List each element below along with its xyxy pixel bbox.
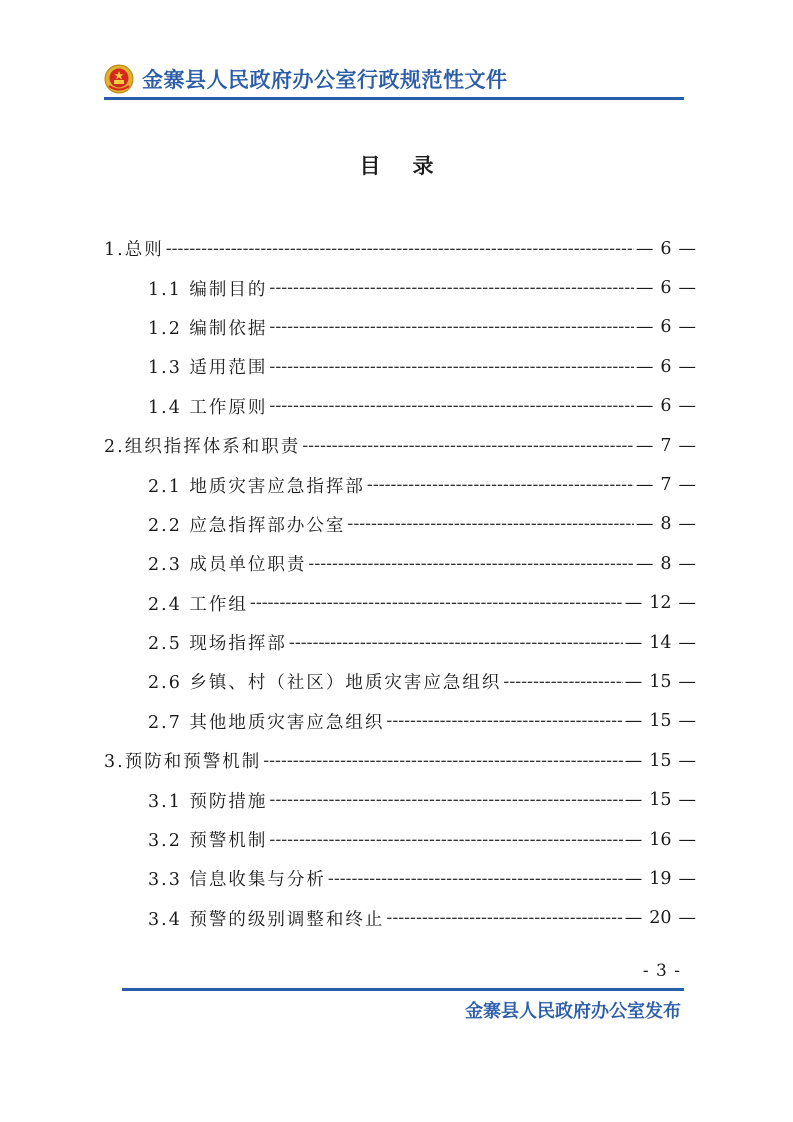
toc-entry-page: — 7 — [635,475,696,496]
toc-page-number: 6 [660,356,672,377]
toc-dot-leader [289,633,623,653]
toc-entry-page: — 6 — [635,238,696,259]
toc-dot-leader [250,593,623,613]
toc-page-number: 8 [660,514,672,535]
toc-page-number: 20 [649,908,672,929]
toc-entry-page: — 8 — [635,553,696,574]
toc-page-number: 6 [660,278,672,299]
toc-entry[interactable] [104,859,696,898]
toc-entry[interactable] [104,820,696,859]
toc-entry-title: 2.7 其他地质灾害应急组织 [148,712,385,733]
toc-page-number: 7 [660,475,672,496]
toc-page-number: 6 [660,317,672,338]
toc-entry-title: 3.3 信息收集与分析 [148,870,326,891]
toc-entry[interactable] [104,505,696,544]
toc-entry[interactable] [104,308,696,347]
toc-dot-leader [269,396,633,416]
toc-dot-leader [269,278,633,298]
toc-entry-page: — 6 — [635,317,696,338]
toc-entry-page: — 19 — [624,868,696,889]
toc-entry-title: 3.4 预警的级别调整和终止 [148,909,385,930]
toc-page-number: 15 [649,711,672,732]
toc-page-number: 16 [649,829,672,850]
toc-dot-leader [367,475,634,495]
toc-entry-page: — 7 — [635,435,696,456]
toc-page-number: 15 [649,790,672,811]
toc-entry-page: — 15 — [624,711,696,732]
page-title: 目录 [359,154,466,178]
toc-entry-title: 3.1 预防措施 [148,791,268,812]
toc-dot-leader [386,711,622,731]
footer-divider [122,988,684,991]
toc-entry-page: — 15 — [624,750,696,771]
header-title: 金寨县人民政府办公室行政规范性文件 [142,68,508,92]
toc-entry-title: 2.1 地质灾害应急指挥部 [148,476,365,497]
toc-page-number: 15 [649,671,672,692]
page-number: - 3 - [642,961,681,981]
toc-entry[interactable] [104,229,696,268]
toc-entry-page: — 8 — [635,514,696,535]
toc-dot-leader [302,436,634,456]
document-header [104,62,508,96]
toc-page-number: 14 [649,632,672,653]
toc-entry-page: — 6 — [635,396,696,417]
toc-entry[interactable] [104,662,696,701]
toc-entry-title: 2.3 成员单位职责 [148,555,307,576]
toc-entry[interactable] [104,465,696,504]
toc-entry-page: — 14 — [624,632,696,653]
toc-entry[interactable] [104,584,696,623]
toc-entry[interactable] [104,268,696,307]
header-divider [104,97,684,100]
toc-entry-title: 1.总则 [104,240,164,261]
toc-page-number: 12 [649,593,672,614]
table-of-contents [104,229,696,938]
toc-dot-leader [503,672,622,692]
toc-entry-page: — 15 — [624,790,696,811]
toc-entry[interactable] [104,623,696,662]
toc-entry[interactable] [104,426,696,465]
toc-dot-leader [347,514,633,534]
toc-dot-leader [269,357,633,377]
toc-entry-title: 3.2 预警机制 [148,831,268,852]
toc-dot-leader [269,830,622,850]
toc-entry[interactable] [104,899,696,938]
toc-dot-leader [308,554,633,574]
national-emblem-icon [104,64,134,94]
toc-entry[interactable] [104,741,696,780]
toc-entry-title: 2.6 乡镇、村（社区）地质灾害应急组织 [148,673,502,694]
toc-entry-title: 1.3 适用范围 [148,358,268,379]
toc-entry[interactable] [104,387,696,426]
toc-entry-page: — 6 — [635,356,696,377]
toc-dot-leader [386,908,622,928]
toc-entry-title: 2.4 工作组 [148,594,248,615]
footer-publisher: 金寨县人民政府办公室发布 [465,1001,681,1022]
toc-dot-leader [328,869,623,889]
toc-entry-page: — 15 — [624,671,696,692]
toc-page-number: 6 [660,396,672,417]
toc-dot-leader [269,317,633,337]
toc-entry-title: 1.4 工作原则 [148,397,268,418]
toc-entry-page: — 20 — [624,908,696,929]
toc-entry[interactable] [104,544,696,583]
toc-page-number: 19 [649,868,672,889]
toc-entry[interactable] [104,347,696,386]
toc-dot-leader [269,790,622,810]
toc-entry-title: 1.2 编制依据 [148,318,268,339]
toc-page-number: 7 [660,435,672,456]
toc-entry-title: 2.5 现场指挥部 [148,634,287,655]
toc-page-number: 6 [660,238,672,259]
toc-entry-title: 2.2 应急指挥部办公室 [148,515,346,536]
toc-page-number: 15 [649,750,672,771]
toc-entry-title: 2.组织指挥体系和职责 [104,437,301,458]
toc-entry-title: 1.1 编制目的 [148,279,268,300]
toc-dot-leader [263,751,623,771]
toc-entry-page: — 16 — [624,829,696,850]
toc-entry-page: — 12 — [624,593,696,614]
toc-page-number: 8 [660,553,672,574]
toc-entry-title: 3.预防和预警机制 [104,752,262,773]
toc-entry[interactable] [104,780,696,819]
toc-dot-leader [166,239,634,259]
toc-entry[interactable] [104,702,696,741]
toc-entry-page: — 6 — [635,278,696,299]
